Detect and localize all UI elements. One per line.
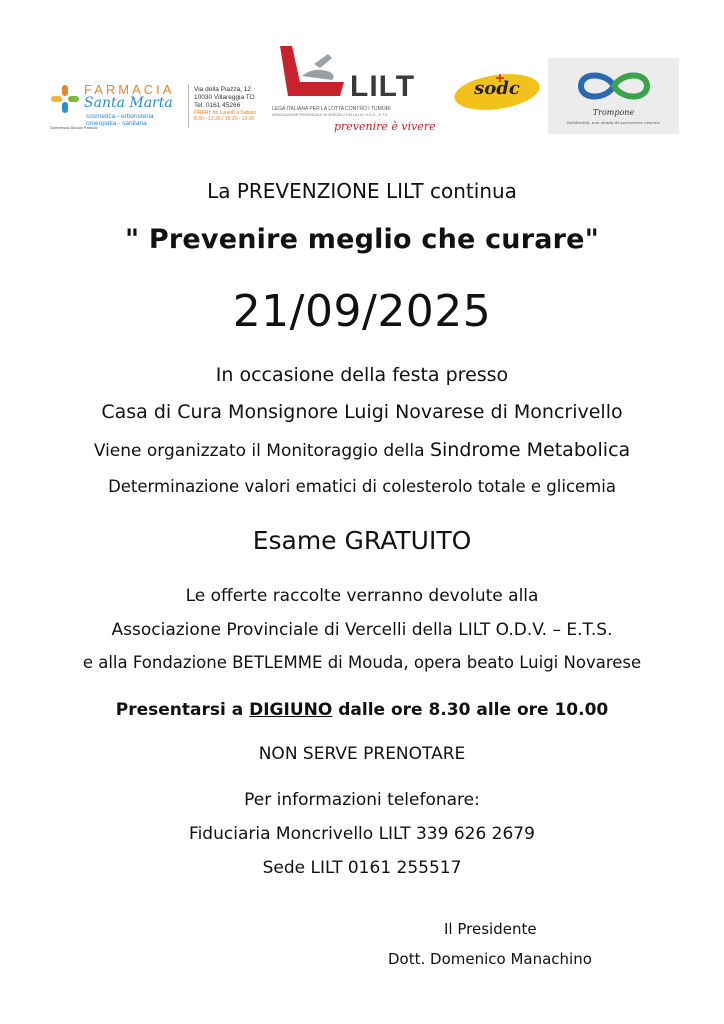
infinity-icon (573, 66, 655, 106)
offer-line-1: Le offerte raccolte verranno devolute alla (185, 586, 539, 606)
monitoring-prefix: Viene organizzato il Monitoraggio della (93, 441, 430, 461)
monitoring-line (0, 439, 724, 461)
lilt-name: LILT (350, 70, 416, 103)
pharmacy-cross-icon (50, 84, 80, 114)
office-phone: Sede LILT 0161 255517 (262, 858, 462, 878)
free-exam-heading: Esame GRATUITO (252, 526, 472, 555)
trompone-logo (548, 58, 679, 134)
present-time: dalle ore 8.30 alle ore 10.00 (332, 700, 609, 720)
farmacia-phone: Tel. 0161 45266 (194, 102, 241, 109)
lilt-motto: prevenire è vivere (334, 120, 436, 133)
venue-line: Casa di Cura Monsignore Luigi Novarese di Moncrivello (101, 401, 623, 423)
farmacia-hours-times: 8.30 - 12.30 / 15.30 - 19.30 (194, 116, 255, 122)
fasting-instruction (0, 700, 724, 720)
farmacia-divider (188, 84, 189, 128)
intro-line: La PREVENZIONE LILT continua (207, 179, 517, 203)
determination-line: Determinazione valori ematici di colesterolo totale e glicemia (108, 477, 616, 496)
farmacia-hours: ORARI: da Lunedì a Sabato (194, 110, 257, 116)
lilt-emblem-icon (274, 42, 350, 104)
metabolic-syndrome-text: Sindrome Metabolica (429, 439, 631, 461)
trompone-motto: Solidarietà, una strada da percorrere insieme (567, 120, 660, 125)
farmacia-name: FARMACIA (84, 82, 175, 97)
farmacia-desc-line: omeopatia - sanitaria (86, 120, 147, 127)
farmacia-subname: Santa Marta (84, 95, 173, 111)
headline: " Prevenire meglio che curare" (125, 224, 599, 255)
farmacia-address: Via della Piazza, 12 (194, 86, 251, 93)
no-booking-notice: NON SERVE PRENOTARE (258, 744, 466, 764)
farmacia-desc-line: cosmetica - erboristeria (86, 113, 154, 120)
event-date: 21/09/2025 (232, 286, 492, 337)
info-heading: Per informazioni telefonare: (244, 790, 480, 810)
sodc-name: sodc (474, 78, 520, 99)
occasion-line: In occasione della festa presso (215, 364, 509, 386)
logo-bar (0, 0, 724, 150)
farmacia-logo (46, 80, 266, 136)
farmacia-city: 10030 Villareggia TO (194, 94, 255, 101)
trompone-name: Trompone (592, 108, 635, 117)
lilt-association: ASSOCIAZIONE PROVINCIALE DI VERCELLI DELLA LILT O.D.V. - E.T.S. (272, 113, 389, 117)
sodc-logo (452, 70, 542, 116)
present-prefix: Presentarsi a (115, 700, 250, 720)
farmacia-owner: Dottoressa Bonzio Patrizia (50, 125, 98, 130)
lilt-logo (270, 42, 446, 138)
farmacia-contact (194, 86, 269, 122)
fiduciary-phone: Fiduciaria Moncrivello LILT 339 626 2679 (189, 824, 535, 844)
signer-title: Il Presidente (444, 920, 537, 938)
lilt-subtitle: LEGA ITALIANA PER LA LOTTA CONTRO I TUMORI (272, 106, 391, 112)
offer-line-2: Associazione Provinciale di Vercelli della LILT O.D.V. – E.T.S. (111, 620, 613, 640)
fasting-word: DIGIUNO (249, 700, 333, 720)
signer-name: Dott. Domenico Manachino (388, 950, 592, 968)
offer-line-3: e alla Fondazione BETLEMME di Mouda, opera beato Luigi Novarese (82, 653, 642, 672)
